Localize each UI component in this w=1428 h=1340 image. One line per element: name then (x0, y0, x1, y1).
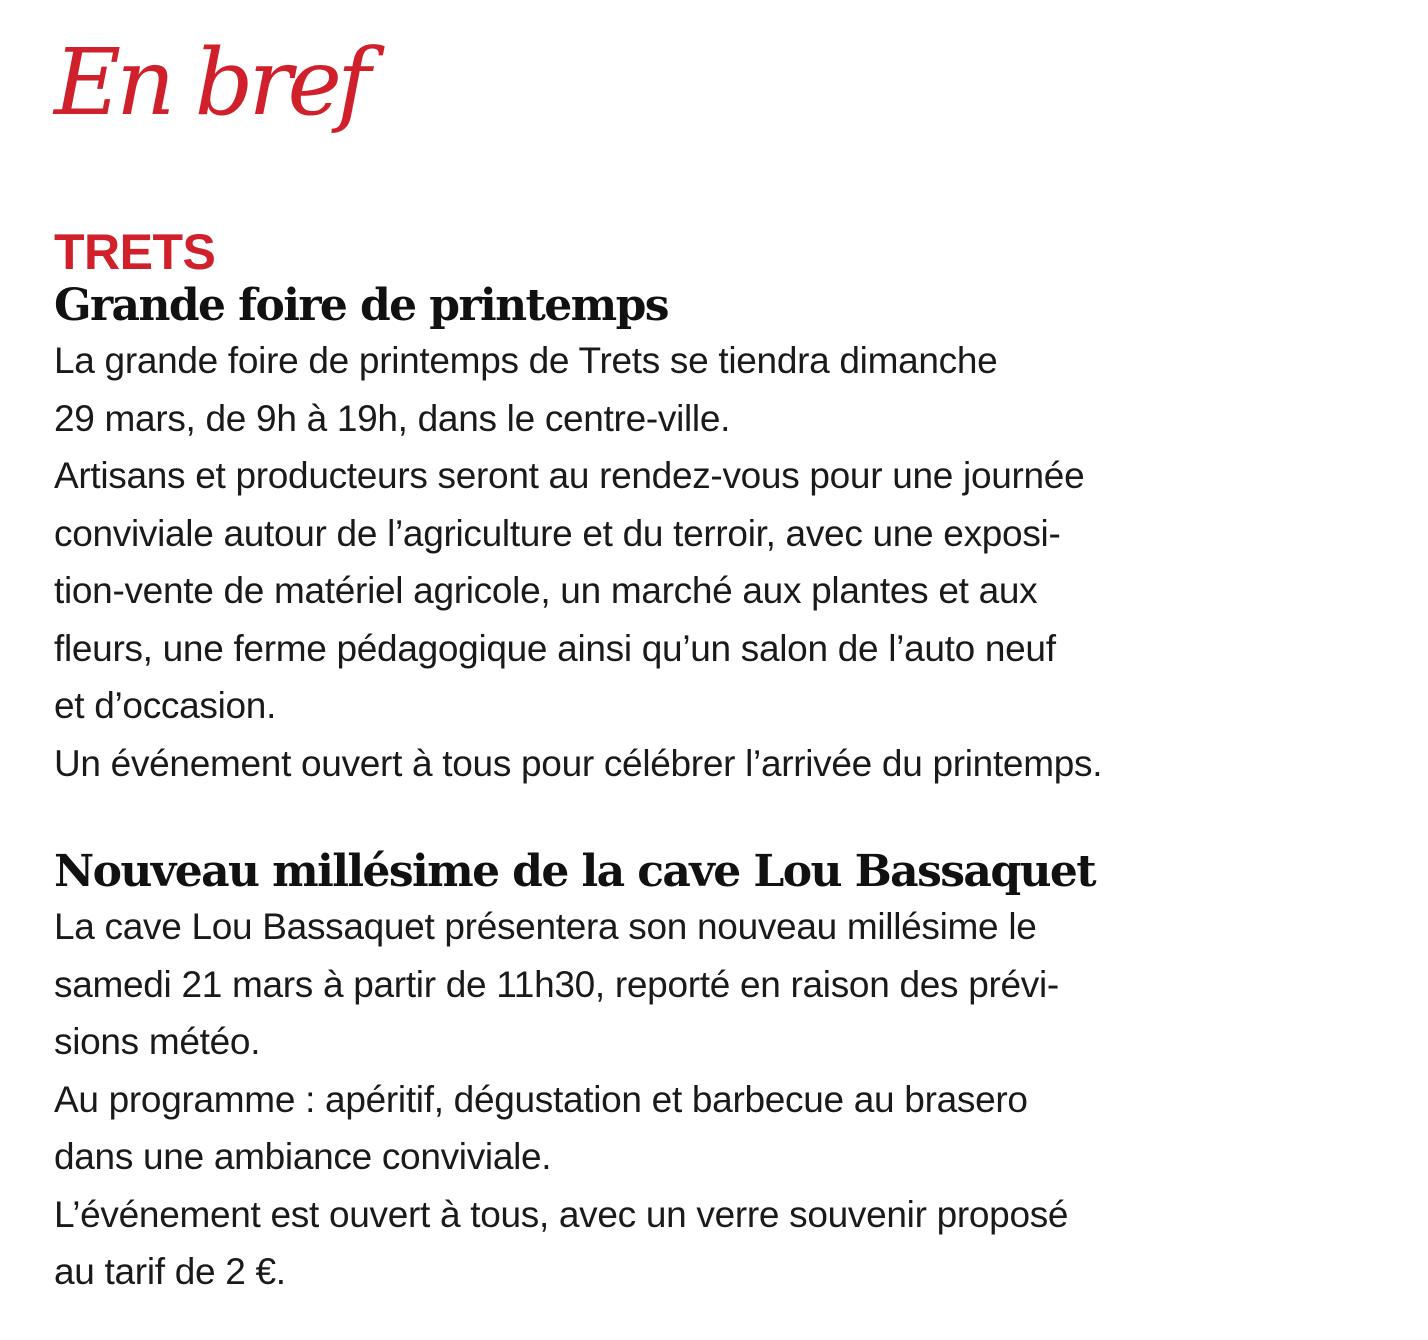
text-line: fleurs, une ferme pédagogique ainsi qu’un salon de l’auto neuf (54, 627, 1056, 669)
article-kicker-location: TRETS (54, 224, 216, 280)
text-line: sions météo. (54, 1021, 261, 1062)
section-title: En bref (54, 29, 367, 136)
text-line: samedi 21 mars à partir de 11h30, reporté en raison des prévi- (54, 963, 1059, 1005)
article-paragraph (54, 898, 1394, 1071)
text-line: La grande foire de printemps de Trets se tiendra dimanche (54, 340, 998, 381)
text-line: et d’occasion. (54, 685, 277, 726)
article-body (54, 898, 1394, 1301)
article-headline: Grande foire de printemps (54, 280, 668, 331)
text-line: Un événement ouvert à tous pour célébrer l’arrivée du printemps. (54, 742, 1103, 784)
text-line: au tarif de 2 €. (54, 1251, 286, 1292)
article-paragraph (54, 332, 1394, 447)
article-headline: Nouveau millésime de la cave Lou Bassaquet (54, 846, 1096, 897)
text-line: La cave Lou Bassaquet présentera son nouveau millésime le (54, 906, 1037, 947)
article-body (54, 332, 1394, 792)
text-line: Au programme : apéritif, dégustation et barbecue au brasero (54, 1078, 1028, 1120)
brief-page (54, 28, 1394, 1301)
article-paragraph (54, 735, 1394, 793)
text-line: conviviale autour de l’agriculture et du terroir, avec une exposi- (54, 512, 1061, 554)
article-paragraph (54, 1186, 1394, 1301)
text-line: dans une ambiance conviviale. (54, 1136, 552, 1177)
text-line: L’événement est ouvert à tous, avec un verre souvenir proposé (54, 1193, 1069, 1235)
article-paragraph (54, 1071, 1394, 1186)
text-line: Artisans et producteurs seront au rendez-vous pour une journée (54, 455, 1085, 496)
text-line: tion-vente de matériel agricole, un marché aux plantes et aux (54, 570, 1038, 611)
text-line: 29 mars, de 9h à 19h, dans le centre-ville. (54, 397, 731, 439)
article-paragraph (54, 447, 1394, 735)
